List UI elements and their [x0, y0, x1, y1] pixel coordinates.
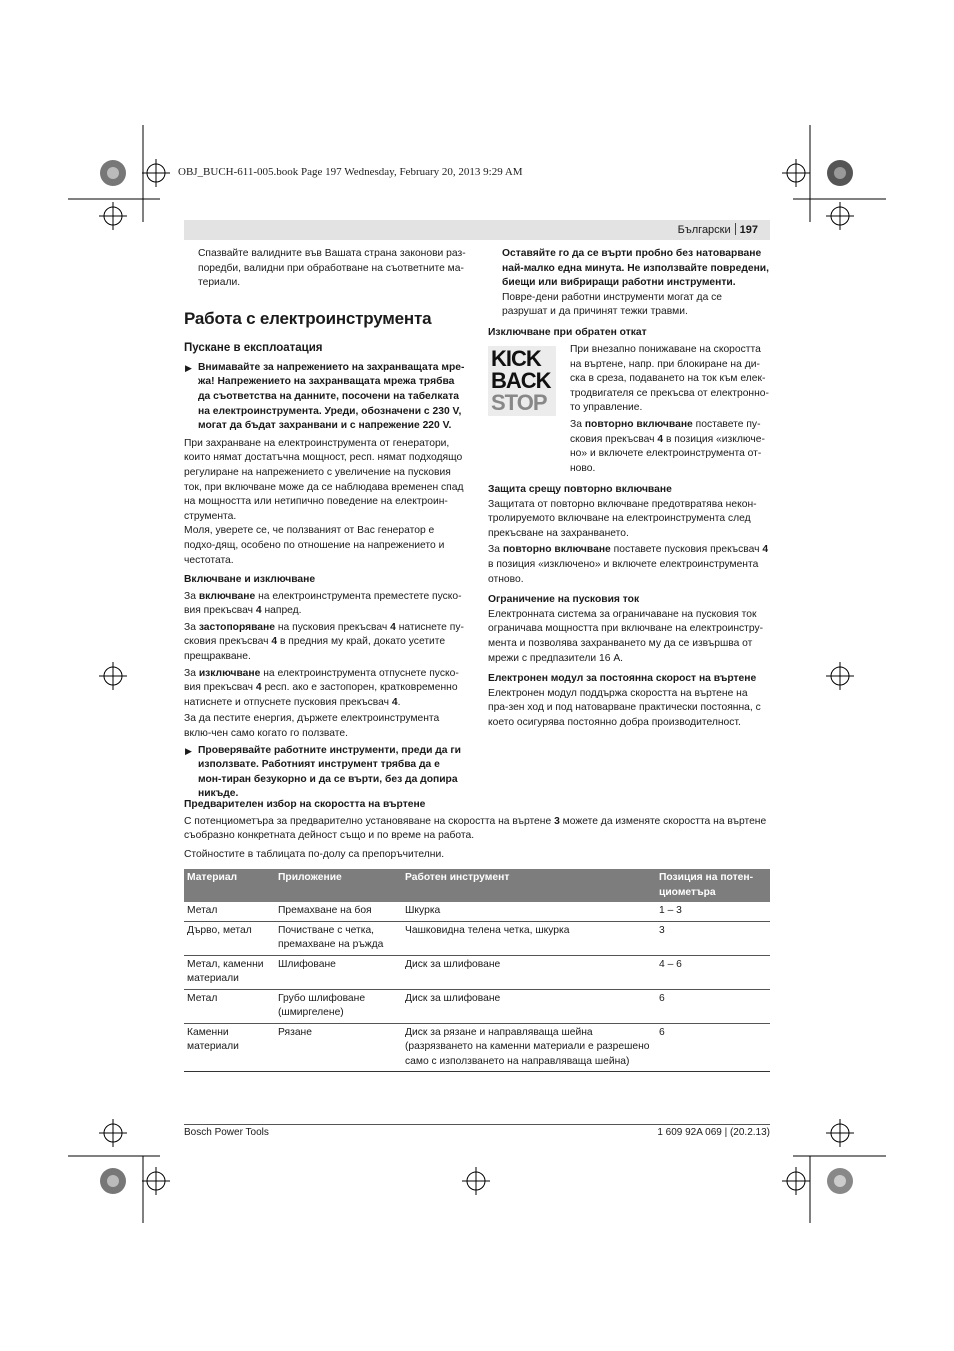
footer-divider	[184, 1124, 770, 1125]
kickback-text-block	[570, 343, 770, 476]
header-language: Български	[677, 224, 731, 236]
startup-heading: Пускане в експлоатация	[184, 341, 323, 354]
table-cell: Шкурка	[402, 902, 656, 921]
table-header-row	[184, 869, 770, 902]
right-column-top	[488, 247, 770, 341]
test-run-text: Оставяйте го да се върти пробно без натоварване най-малко една минута. Не използвайте повредени, биещи или вибриращи работни инструменти. Повре-дени работни инструменти могат да се разрушат и да причинят тежки травми.	[502, 248, 769, 318]
table-row	[184, 989, 770, 1023]
speed-heading: Предварителен избор на скоростта на въртене	[184, 799, 426, 810]
table-header-cell: Позиция на потен-циометъра	[656, 869, 770, 902]
table-cell: Рязане	[275, 1023, 402, 1072]
table-cell: Дърво, метал	[184, 921, 275, 955]
energy-note: За да пестите енергия, държете електроинструмента вклю-чен само когато го ползвате.	[184, 713, 440, 740]
bullet-arrow-icon: ▶	[185, 745, 192, 756]
table-cell: Каменни материали	[184, 1023, 275, 1072]
start-current-heading: Ограничение на пусковия ток	[488, 594, 640, 606]
restart-protection-instruction: За повторно включване поставете пусковия прекъсвач 4 в позиция «изключено» и включете електроинструмента отново.	[488, 544, 769, 585]
table-cell: 4 – 6	[656, 955, 770, 989]
table-cell: Грубо шлифоване (шмиргелене)	[275, 989, 402, 1023]
table-cell: 6	[656, 1023, 770, 1072]
footer-brand: Bosch Power Tools	[184, 1127, 269, 1138]
switch-lock-text: За застопоряване на пусковия прекъсвач 4 натиснете пу-сковия прекъсвач 4 в предния му край, докато усетите прещракване.	[184, 621, 464, 663]
switch-on-text: За включване на електроинструмента преместете пуско-вия прекъсвач 4 напред.	[184, 590, 462, 617]
table-row	[184, 902, 770, 921]
table-cell: Премахване на боя	[275, 902, 402, 921]
table-cell: Диск за рязане и направляваща шейна (разрязването на каменни материали е разрешено само с използването на направляваща шейна)	[402, 1023, 656, 1072]
table-cell: Чашковидна телена четка, шкурка	[402, 921, 656, 955]
footer-doc-number: 1 609 92A 069 | (20.2.13)	[657, 1127, 770, 1138]
table-header-cell: Материал	[184, 869, 275, 902]
table-header-cell: Работен инструмент	[402, 869, 656, 902]
table-cell: Шлифоване	[275, 955, 402, 989]
kickback-stop-logo: KICK BACK STOP	[488, 346, 556, 416]
page-number: 197	[739, 224, 758, 236]
table-cell: Метал, каменни материали	[184, 955, 275, 989]
kickback-heading: Изключване при обратен откат	[488, 326, 647, 338]
table-header-cell: Приложение	[275, 869, 402, 902]
restart-protection-text: Защитата от повторно включване предотвратява некон-тролируемото включване на електроинструмента след прекъсване на захранването.	[488, 498, 757, 539]
print-info: OBJ_BUCH-611-005.book Page 197 Wednesday, February 20, 2013 9:29 AM	[178, 166, 523, 178]
voltage-warning: ▶ Внимавайте за напрежението на захранващата мре-жа! Напрежението на захранващата мрежа трябва да съответства на данните, посочени на табелката на електроинструмента. Уреди, обозначени с 230 V, могат да бъдат захранвани и с напрежение 220 V.	[185, 361, 465, 432]
right-column-bottom	[488, 483, 770, 731]
table-row	[184, 955, 770, 989]
table-cell: 3	[656, 921, 770, 955]
switch-off-text: За изключване на електроинструмента отпуснете пуско-вия прекъсвач 4 респ. ако е застопорен, кратковременно натиснете и отпуснете пусковия прекъсвач 4.	[184, 667, 459, 708]
speed-table	[184, 869, 770, 1072]
header-divider	[735, 223, 736, 235]
start-current-text: Електронната система за ограничаване на пусковия ток ограничава мощността при включване на електроинстру-мента и позволява захранването му да се извършва от мрежи с предпазители 16 A.	[488, 608, 764, 664]
page-header	[184, 220, 770, 240]
header-text	[678, 223, 758, 236]
table-row	[184, 1023, 770, 1072]
table-cell: Диск за шлифоване	[402, 955, 656, 989]
constant-speed-text: Електронен модул поддържа скоростта на въртене на пра-зен ход и под натоварване практически постоянна, с което осигурява постоянно добра производителност.	[488, 687, 761, 728]
table-cell: 6	[656, 989, 770, 1023]
table-cell: 1 – 3	[656, 902, 770, 921]
intro-text: Спазвайте валидните във Вашата страна законови раз-поредби, валидни при обработване на съответните ма-териали.	[198, 248, 466, 289]
table-cell: Почистване с четка, премахване на ръжда	[275, 921, 402, 955]
bullet-arrow-icon: ▶	[185, 362, 192, 373]
speed-text: С потенциометъра за предварително установяване на скоростта на въртене 3 можете да изменяте скоростта на въртене съобразно конкретната дейност също и по време на работа.	[184, 815, 767, 842]
check-warning: ▶ Проверявайте работните инструменти, преди да ги използвате. Работният инструмент трябва да е мон-тиран безукорно и да се върти, без да допира никъде.	[185, 744, 462, 800]
left-column	[184, 247, 466, 802]
constant-speed-heading: Електронен модул за постоянна скорост на въртене	[488, 673, 757, 685]
restart-protection-heading: Защита срещу повторно включване	[488, 484, 672, 495]
speed-recommend: Стойностите в таблицата по-долу са препоръчителни.	[184, 848, 445, 860]
speed-section	[184, 798, 770, 862]
generator-note: При захранване на електроинструмента от генератори, които нямат достатъчна мощност, респ. нямат подходящо регулиране на напрежението с увеличение на пусковия ток, при включване може да се наблюдава временен спад на мощността или нетипично поведение на електроин-струмента.	[184, 437, 464, 522]
table-cell: Диск за шлифоване	[402, 989, 656, 1023]
kickback-restart-text: За повторно включване поставете пу-сковия прекъсвач 4 в позиция «изключе-но» и включете електроинструмента от-ново.	[570, 418, 765, 474]
kickback-text: При внезапно понижаване на скоростта на въртене, напр. при блокиране на ди-ска в среза, подаването на ток към елек-тродвигателя се прекъсва от електронно-то управление.	[570, 344, 769, 414]
onoff-heading: Включване и изключване	[184, 574, 316, 586]
table-cell: Метал	[184, 902, 275, 921]
table-cell: Метал	[184, 989, 275, 1023]
generator-check: Моля, уверете се, че ползваният от Вас генератор е подхо-дящ, особено по отношение на напрежението и честотата.	[184, 525, 445, 566]
table-row	[184, 921, 770, 955]
section-title: Работа с електроинструмента	[184, 308, 432, 328]
